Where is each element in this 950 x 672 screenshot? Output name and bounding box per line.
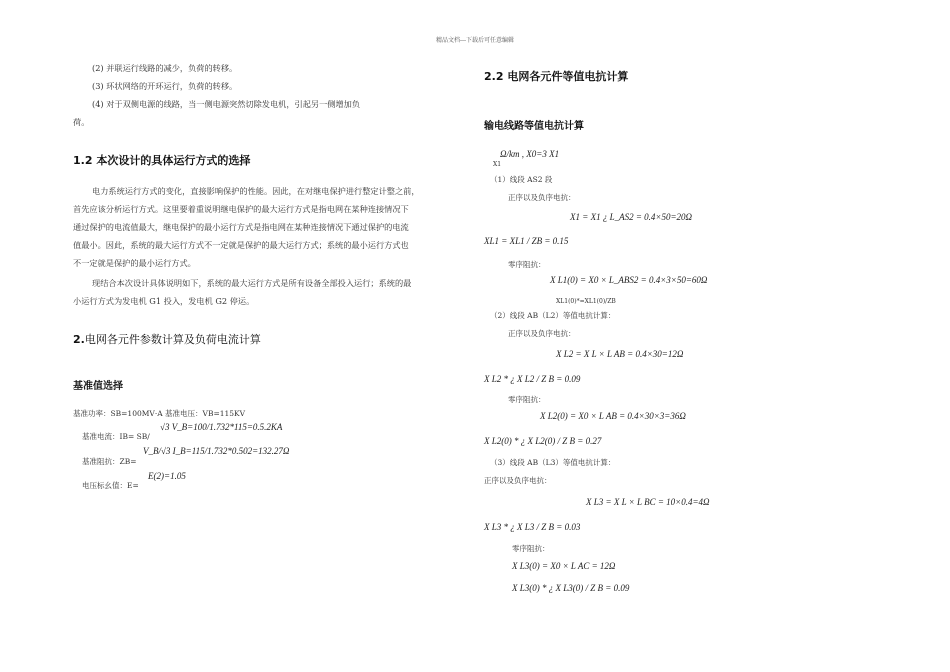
section-title-2-2: 2.2 电网各元件等值电抗计算 bbox=[484, 70, 629, 83]
formula-intro-sub: X1 bbox=[493, 161, 502, 168]
section-title-1-2: 1.2 本次设计的具体运行方式的选择 bbox=[73, 154, 251, 167]
subsection-title-line: 输电线路等值电抗计算 bbox=[484, 121, 584, 132]
pos-neg-label-3: 正序以及负序电抗： bbox=[484, 476, 552, 485]
paragraph-line: 电力系统运行方式的变化，直接影响保护的性能。因此，在对继电保护进行整定计整之前， bbox=[92, 186, 420, 196]
zero-label-2: 零序阻抗： bbox=[508, 395, 546, 404]
formula-1: X1 = X1 ¿ L_AS2 = 0.4×50=20Ω bbox=[570, 212, 693, 222]
segment-title-1: （1）线段 AS2 段 bbox=[490, 175, 553, 184]
segment-title-3: （3）线段 AB（L3）等值电抗计算： bbox=[490, 458, 616, 467]
formula-7: X L2(0) * ¿ X L2(0) / Z B = 0.27 bbox=[484, 436, 602, 446]
paragraph-line: 不一定就是保护的最小运行方式。 bbox=[73, 258, 196, 268]
formula-intro: Ω/km , X0=3 X1 bbox=[500, 149, 560, 159]
formula-3: X L1(0) = X0 × L_ABS2 = 0.4×3×50=60Ω bbox=[550, 275, 708, 285]
base-power-line: 基准功率：SB=100MV·A 基准电压：VB=115KV bbox=[73, 409, 246, 418]
zero-label-1: 零序阻抗： bbox=[508, 260, 546, 269]
segment-title-2: （2）线段 AB（L2）等值电抗计算： bbox=[490, 311, 616, 320]
paragraph-line: 首先应该分析运行方式。这里要着重说明继电保护的最大运行方式是指电网在某种连接情况下 bbox=[73, 204, 409, 214]
pos-neg-label-1: 正序以及负序电抗： bbox=[508, 193, 576, 202]
base-current-formula: √3 V_B=100/1.732*115=0.5.2KA bbox=[160, 422, 283, 432]
formula-2: XL1 = XL1 / ZB = 0.15 bbox=[484, 236, 569, 246]
base-impedance-label: 基准阻抗：ZB= bbox=[82, 457, 137, 466]
zero-label-3: 零序阻抗： bbox=[512, 544, 550, 553]
base-impedance-formula: V_B/√3 I_B=115/1.732*0.502=132.27Ω bbox=[143, 446, 290, 456]
paragraph-line: 通过保护的电流值最大，继电保护的最小运行方式是指电网在某种连接情况下通过保护的电流 bbox=[73, 222, 409, 232]
emf-formula: E(2)=1.05 bbox=[148, 471, 186, 481]
formula-11: X L3(0) * ¿ X L3(0) / Z B = 0.09 bbox=[512, 583, 630, 593]
formula-6: X L2(0) = X0 × L AB = 0.4×30×3=36Ω bbox=[540, 411, 686, 421]
base-current-label: 基准电流：IB= SB/ bbox=[82, 432, 150, 441]
formula-8: X L3 = X L × L BC = 10×0.4=4Ω bbox=[586, 497, 710, 507]
section-title-2: 2.电网各元件参数计算及负荷电流计算 bbox=[73, 333, 261, 346]
paragraph-line: 现结合本次设计具体说明如下，系统的最大运行方式是所有设备全部投入运行；系统的最 bbox=[92, 278, 412, 288]
list-item: (2) 并联运行线路的减少，负荷的转移。 bbox=[92, 63, 238, 73]
formula-3-small: XL1(0)*=XL1(0)/ZB bbox=[556, 298, 616, 305]
emf-label: 电压标幺值：E= bbox=[82, 481, 139, 490]
page-header: 精品文档---下载后可任意编辑 bbox=[435, 37, 515, 44]
list-item: (4) 对于双侧电源的线路，当一侧电源突然切除发电机，引起另一侧增加负 bbox=[92, 99, 361, 109]
formula-10: X L3(0) = X0 × L AC = 12Ω bbox=[512, 561, 616, 571]
formula-5: X L2 * ¿ X L2 / Z B = 0.09 bbox=[484, 374, 581, 384]
subsection-title-base: 基准值选择 bbox=[73, 381, 123, 392]
formula-9: X L3 * ¿ X L3 / Z B = 0.03 bbox=[484, 522, 581, 532]
formula-4: X L2 = X L × L AB = 0.4×30=12Ω bbox=[556, 349, 684, 359]
paragraph-line: 小运行方式为发电机 G1 投入，发电机 G2 停运。 bbox=[73, 296, 255, 306]
list-item: (3) 环状网络的开环运行，负荷的转移。 bbox=[92, 81, 238, 91]
pos-neg-label-2: 正序以及负序电抗： bbox=[508, 329, 576, 338]
list-item: 荷。 bbox=[73, 117, 90, 127]
paragraph-line: 值最小。因此，系统的最大运行方式不一定就是保护的最大运行方式；系统的最小运行方式也 bbox=[73, 240, 409, 250]
